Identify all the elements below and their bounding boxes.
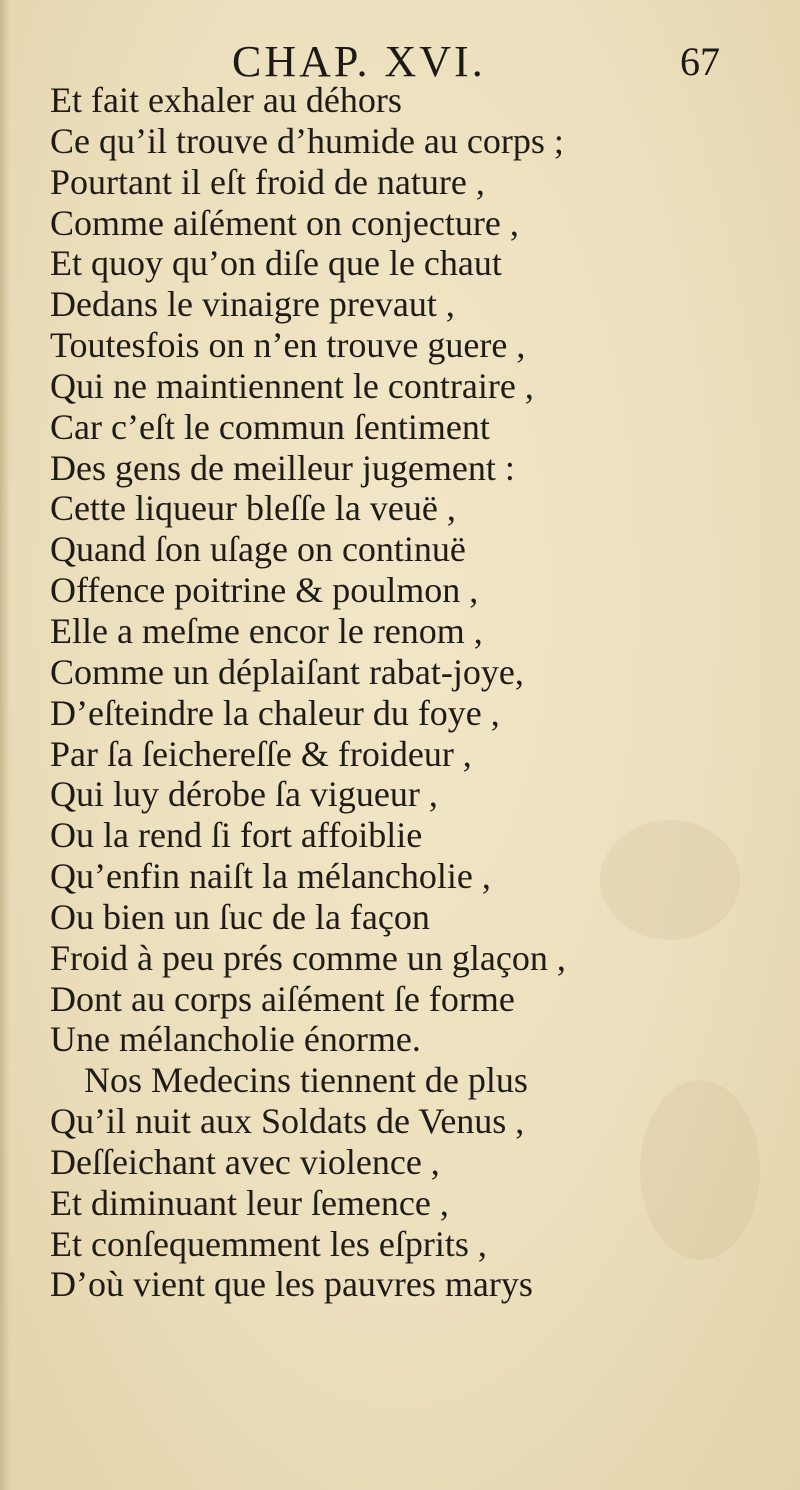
verse-line: Comme aiſément on conjecture , xyxy=(50,202,519,243)
verse-line: Qui luy dérobe ſa vigueur , xyxy=(50,774,438,815)
verse-line: Elle a meſme encor le renom , xyxy=(50,610,483,651)
verse-line: Une mélancholie énorme. xyxy=(50,1019,421,1060)
verse-line: Cette liqueur bleſſe la veuë , xyxy=(50,488,456,529)
verse-line: Qui ne maintiennent le contraire , xyxy=(50,365,534,406)
verse-line: Quand ſon uſage on continuë xyxy=(50,529,466,570)
verse-line: Ou la rend ſi fort affoiblie xyxy=(50,815,423,856)
verse-line: Froid à peu prés comme un glaçon , xyxy=(50,937,566,978)
verse-line: Et fait exhaler au déhors xyxy=(50,80,402,120)
page-header xyxy=(0,36,800,86)
verse-line: Comme un déplaiſant rabat-joye, xyxy=(50,651,524,692)
verse-line: D’eſteindre la chaleur du foye , xyxy=(50,692,500,733)
verse-line: Ou bien un ſuc de la façon xyxy=(50,896,430,937)
verse-line: Et quoy qu’on diſe que le chaut xyxy=(50,243,502,284)
verse-line: Car c’eſt le commun ſentiment xyxy=(50,406,490,447)
verse-line: Toutesfois on n’en trouve guere , xyxy=(50,325,526,366)
running-head: CHAP. XVI. xyxy=(232,37,486,86)
verse-line: Dedans le vinaigre prevaut , xyxy=(50,284,455,325)
verse-line: Offence poitrine & poulmon , xyxy=(50,570,479,611)
verse-line: Qu’enfin naiſt la mélancholie , xyxy=(50,856,491,897)
poem-text xyxy=(50,80,750,1305)
verse-line: Et diminuant leur ſemence , xyxy=(50,1182,449,1223)
page-number: 67 xyxy=(680,39,720,84)
verse-line: Par ſa ſeichereſſe & froideur , xyxy=(50,733,472,774)
verse-line: Ce qu’il trouve d’humide au corps ; xyxy=(50,120,564,161)
verse-line: Dont au corps aiſément ſe forme xyxy=(50,978,515,1019)
verse-line: Deſſeichant avec violence , xyxy=(50,1141,440,1182)
verse-line: Pourtant il eſt froid de nature , xyxy=(50,161,485,202)
verse-line: Et conſequemment les eſprits , xyxy=(50,1223,487,1264)
page-gutter-shadow xyxy=(0,0,10,1490)
verse-line: D’où vient que les pauvres marys xyxy=(50,1264,533,1305)
verse-line-indented: Nos Medecins tiennent de plus xyxy=(84,1060,528,1101)
verse-line: Qu’il nuit aux Soldats de Venus , xyxy=(50,1101,525,1142)
verse-line: Des gens de meilleur jugement : xyxy=(50,447,515,488)
